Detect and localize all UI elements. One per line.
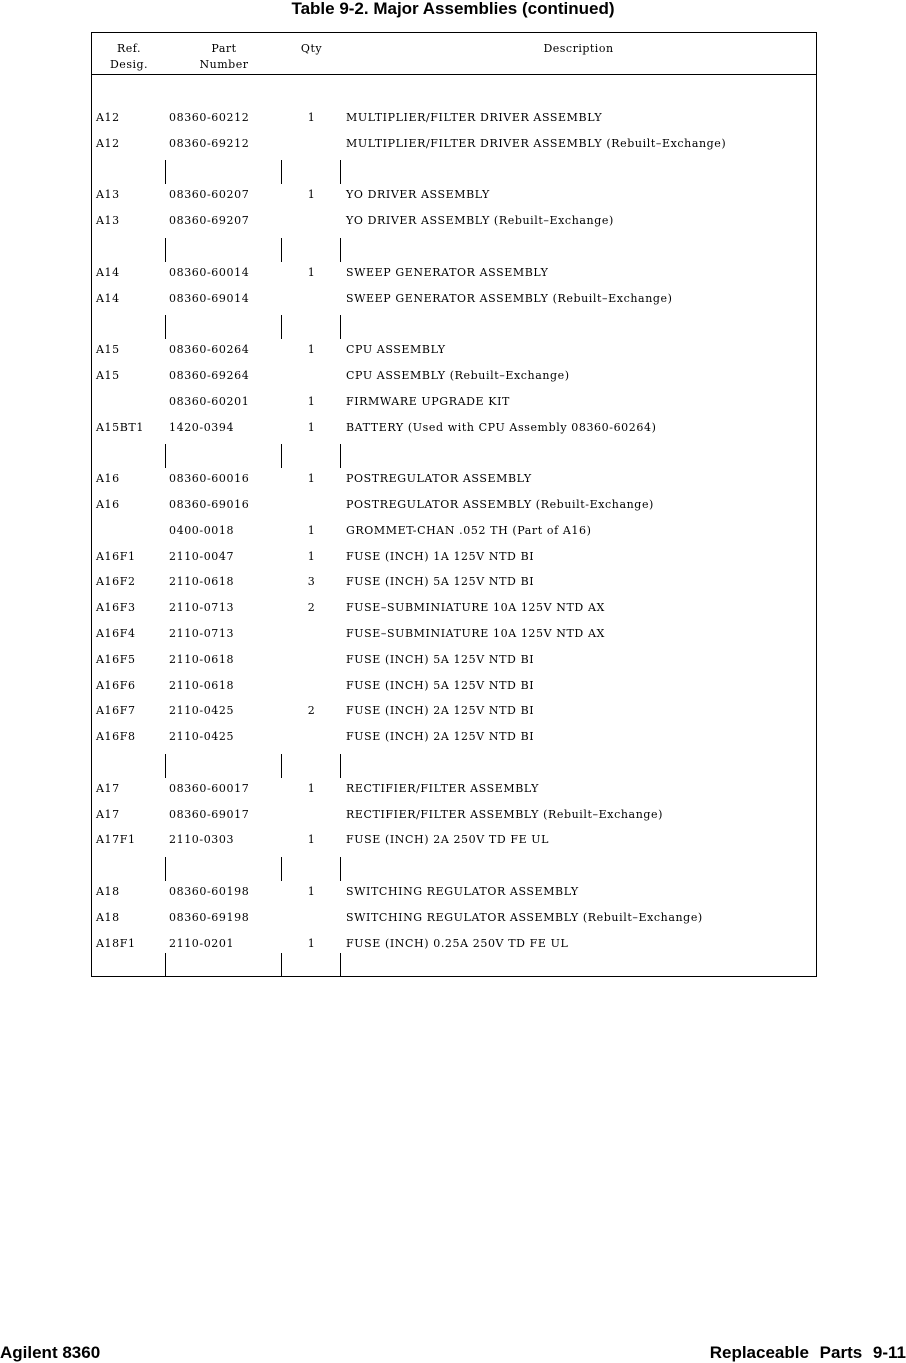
column-divider: [165, 238, 166, 262]
table-row: [92, 879, 816, 905]
part-number-cell: 2110-0201: [169, 936, 235, 950]
ref-desig-cell: A18F1: [96, 936, 136, 950]
qty-cell: 1: [307, 781, 316, 795]
column-divider: [281, 953, 282, 977]
part-number-cell: 08360-60207: [169, 188, 250, 202]
column-divider: [340, 857, 341, 881]
major-assemblies-table: [91, 32, 817, 977]
part-number-cell: 2110-0713: [169, 601, 235, 615]
ref-desig-cell: A13: [96, 214, 120, 228]
description-cell: MULTIPLIER/FILTER DRIVER ASSEMBLY (Rebuilt–Exchange): [346, 136, 727, 150]
description-cell: FIRMWARE UPGRADE KIT: [346, 394, 510, 408]
col-header-ref-line1: Ref.: [117, 42, 141, 55]
column-divider: [340, 238, 341, 262]
part-number-cell: 08360-60264: [169, 343, 250, 357]
ref-desig-cell: A12: [96, 111, 120, 124]
table-row: [92, 260, 816, 286]
table-row: [92, 286, 816, 312]
table-row: [92, 827, 816, 853]
description-cell: GROMMET-CHAN .052 TH (Part of A16): [346, 523, 592, 537]
description-cell: CPU ASSEMBLY (Rebuilt–Exchange): [346, 369, 570, 382]
part-number-cell: 2110-0425: [169, 730, 235, 744]
table-row: [92, 337, 816, 363]
qty-cell: 1: [307, 472, 316, 486]
ref-desig-cell: A16F7: [96, 704, 136, 718]
part-number-cell: 08360-69016: [169, 498, 250, 511]
table-row: [92, 698, 816, 724]
footer-manual-name: Agilent 8360: [0, 1343, 101, 1362]
description-cell: POSTREGULATOR ASSEMBLY (Rebuilt-Exchange): [346, 498, 654, 511]
description-cell: FUSE (INCH) 5A 125V NTD BI: [346, 575, 535, 589]
ref-desig-cell: A16F2: [96, 575, 136, 589]
column-divider: [165, 315, 166, 339]
part-number-cell: 08360-60198: [169, 885, 250, 898]
part-number-cell: 2110-0303: [169, 833, 235, 847]
column-divider: [281, 160, 282, 184]
part-number-cell: 2110-0618: [169, 678, 235, 692]
qty-cell: 1: [307, 111, 316, 124]
part-number-cell: 2110-0047: [169, 549, 235, 563]
description-cell: SWEEP GENERATOR ASSEMBLY: [346, 265, 549, 279]
col-header-qty: Qty: [300, 42, 323, 55]
column-divider: [340, 953, 341, 977]
column-divider: [165, 160, 166, 184]
table-row: [92, 905, 816, 931]
ref-desig-cell: A14: [96, 291, 120, 305]
footer-page-label: Replaceable Parts 9-11: [709, 1343, 906, 1362]
ref-desig-cell: A15: [96, 369, 120, 382]
column-divider: [340, 444, 341, 468]
qty-cell: 2: [307, 601, 316, 615]
ref-desig-cell: A16F1: [96, 549, 136, 563]
description-cell: SWITCHING REGULATOR ASSEMBLY: [346, 885, 579, 898]
part-number-cell: 08360-60212: [169, 111, 250, 124]
table-row: [92, 363, 816, 389]
description-cell: YO DRIVER ASSEMBLY (Rebuilt–Exchange): [346, 214, 614, 228]
part-number-cell: 08360-69198: [169, 910, 250, 924]
table-row: [92, 208, 816, 234]
qty-cell: 1: [307, 885, 316, 898]
table-row: [92, 492, 816, 518]
part-number-cell: 08360-60201: [169, 394, 250, 408]
description-cell: FUSE (INCH) 2A 125V NTD BI: [346, 730, 535, 744]
ref-desig-cell: A15: [96, 343, 120, 357]
description-cell: SWEEP GENERATOR ASSEMBLY (Rebuilt–Exchange): [346, 291, 673, 305]
table-row: [92, 647, 816, 673]
column-divider: [340, 160, 341, 184]
header-divider: [92, 74, 816, 75]
table-row: [92, 724, 816, 750]
table-row: [92, 776, 816, 802]
qty-cell: 1: [307, 343, 316, 357]
description-cell: FUSE (INCH) 5A 125V NTD BI: [346, 652, 535, 666]
part-number-cell: 0400-0018: [169, 523, 235, 537]
part-number-cell: 2110-0425: [169, 704, 235, 718]
table-row: [92, 518, 816, 544]
description-cell: FUSE (INCH) 5A 125V NTD BI: [346, 678, 535, 692]
col-header-part-line1: Part: [211, 42, 237, 55]
part-number-cell: 08360-60017: [169, 781, 250, 795]
qty-cell: 1: [307, 394, 316, 408]
column-divider: [340, 315, 341, 339]
table-row: [92, 621, 816, 647]
ref-desig-cell: A18: [96, 885, 120, 898]
table-row: [92, 105, 816, 131]
description-cell: FUSE (INCH) 0.25A 250V TD FE UL: [346, 936, 569, 950]
description-cell: CPU ASSEMBLY: [346, 343, 446, 357]
description-cell: FUSE (INCH) 2A 125V NTD BI: [346, 704, 535, 718]
description-cell: POSTREGULATOR ASSEMBLY: [346, 472, 532, 486]
ref-desig-cell: A17: [96, 807, 120, 821]
ref-desig-cell: A12: [96, 136, 120, 150]
col-header-ref-line2: Desig.: [109, 58, 149, 71]
qty-cell: 3: [307, 575, 316, 589]
column-divider: [281, 754, 282, 778]
qty-cell: 1: [307, 523, 316, 537]
column-divider: [165, 754, 166, 778]
ref-desig-cell: A14: [96, 265, 120, 279]
part-number-cell: 08360-69264: [169, 369, 250, 382]
table-row: [92, 569, 816, 595]
qty-cell: 2: [307, 704, 316, 718]
ref-desig-cell: A17: [96, 781, 120, 795]
table-row: [92, 131, 816, 157]
table-row: [92, 182, 816, 208]
ref-desig-cell: A16: [96, 498, 120, 511]
description-cell: BATTERY (Used with CPU Assembly 08360-60264): [346, 420, 657, 434]
column-divider: [165, 444, 166, 468]
ref-desig-cell: A17F1: [96, 833, 136, 847]
qty-cell: 1: [307, 420, 316, 434]
part-number-cell: 2110-0713: [169, 627, 235, 640]
qty-cell: 1: [307, 936, 316, 950]
ref-desig-cell: A16F3: [96, 601, 136, 615]
ref-desig-cell: A15BT1: [96, 420, 144, 434]
col-header-part-line2: Number: [199, 58, 249, 71]
qty-cell: 1: [307, 188, 316, 202]
description-cell: RECTIFIER/FILTER ASSEMBLY (Rebuilt–Exchange): [346, 807, 664, 821]
qty-cell: 1: [307, 265, 316, 279]
part-number-cell: 2110-0618: [169, 652, 235, 666]
col-header-description: Description: [543, 42, 614, 55]
part-number-cell: 08360-69017: [169, 807, 250, 821]
column-divider: [281, 444, 282, 468]
description-cell: RECTIFIER/FILTER ASSEMBLY: [346, 781, 539, 795]
part-number-cell: 2110-0618: [169, 575, 235, 589]
qty-cell: 1: [307, 833, 316, 847]
ref-desig-cell: A16: [96, 472, 120, 486]
column-divider: [340, 754, 341, 778]
description-cell: YO DRIVER ASSEMBLY: [346, 188, 490, 202]
part-number-cell: 08360-69212: [169, 136, 250, 150]
part-number-cell: 08360-60016: [169, 472, 250, 486]
column-divider: [281, 857, 282, 881]
table-title: Table 9-2. Major Assemblies (continued): [291, 0, 615, 18]
ref-desig-cell: A16F6: [96, 678, 136, 692]
part-number-cell: 08360-69014: [169, 291, 250, 305]
table-row: [92, 544, 816, 570]
table-row: [92, 466, 816, 492]
description-cell: FUSE–SUBMINIATURE 10A 125V NTD AX: [346, 627, 605, 640]
ref-desig-cell: A16F8: [96, 730, 136, 744]
ref-desig-cell: A13: [96, 188, 120, 202]
ref-desig-cell: A16F5: [96, 652, 136, 666]
col-header-ref: [92, 41, 166, 73]
part-number-cell: 08360-69207: [169, 214, 250, 228]
description-cell: FUSE (INCH) 1A 125V NTD BI: [346, 549, 535, 563]
table-row: [92, 415, 816, 441]
table-row: [92, 389, 816, 415]
description-cell: SWITCHING REGULATOR ASSEMBLY (Rebuilt–Exchange): [346, 910, 703, 924]
table-row: [92, 595, 816, 621]
part-number-cell: 1420-0394: [169, 420, 235, 434]
description-cell: FUSE (INCH) 2A 250V TD FE UL: [346, 833, 550, 847]
table-row: [92, 673, 816, 699]
column-divider: [281, 238, 282, 262]
part-number-cell: 08360-60014: [169, 265, 250, 279]
description-cell: FUSE–SUBMINIATURE 10A 125V NTD AX: [346, 601, 605, 615]
ref-desig-cell: A18: [96, 910, 120, 924]
column-divider: [165, 857, 166, 881]
table-row: [92, 802, 816, 828]
qty-cell: 1: [307, 549, 316, 563]
table-row: [92, 931, 816, 957]
col-header-part: [166, 41, 282, 73]
description-cell: MULTIPLIER/FILTER DRIVER ASSEMBLY: [346, 111, 603, 124]
column-divider: [281, 315, 282, 339]
column-divider: [165, 953, 166, 977]
ref-desig-cell: A16F4: [96, 627, 136, 640]
